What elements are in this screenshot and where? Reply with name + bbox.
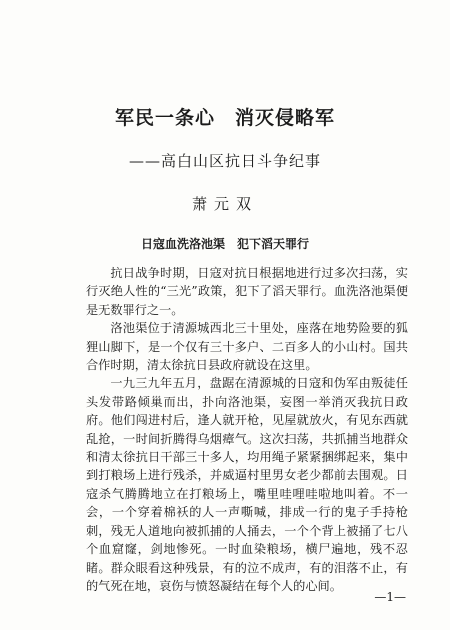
article-author: 萧元双 <box>191 195 258 213</box>
page-number: —1— <box>374 590 406 604</box>
article-subtitle: ——高白山区抗日斗争纪事 <box>128 152 321 170</box>
paragraph-1: 抗日战争时期，日寇对抗日根据地进行过多次扫荡，实行灭绝人性的“三光”政策，犯下了滔天罪行。血洗洛池渠便是无数罪行之一。 <box>86 266 408 317</box>
section-heading: 日寇血洗洛池渠 犯下滔天罪行 <box>140 237 309 251</box>
paragraph-2: 洛池渠位于清源城西北三十里处，座落在地势险要的狐狸山脚下，是一个仅有三十多户、二百多人的小山村。国共合作时期，清太徐抗日县政府就设在这里。 <box>86 321 408 373</box>
article-title: 军民一条心 消灭侵略军 <box>114 107 335 129</box>
article-body <box>86 264 408 595</box>
paragraph-3: 一九三九年五月，盘踞在清源城的日寇和伪军由叛徒任头发带路倾巢而出，扑向洛池渠，妄图一举消灭我抗日政府。他们闯进村后，逢人就开枪，见屋就放火，有见东西就乱抢，一时间折腾得乌烟瘴气。这次扫荡，共抓捕当地群众和清太徐抗日干部三十多人，均用绳子紧紧捆绑起来，集中到打粮场上进行残杀，并威逼村里男女老少都前去围观。日寇杀气腾腾地立在打粮场上，嘴里哇哩哇啦地叫着。不一会，一个穿着棉袄的人一声嘶喊，排成一行的鬼子手持枪刺，残无人道地向被抓捕的人捅去，一个个背上被捅了七八个血窟窿，剑地惨死。一时血染粮场，横尸遍地，残不忍睹。群众眼看这种残景，有的泣不成声，有的泪落不止，有的气死在地，哀伤与愤怒凝结在每个人的心间。 <box>86 376 408 593</box>
